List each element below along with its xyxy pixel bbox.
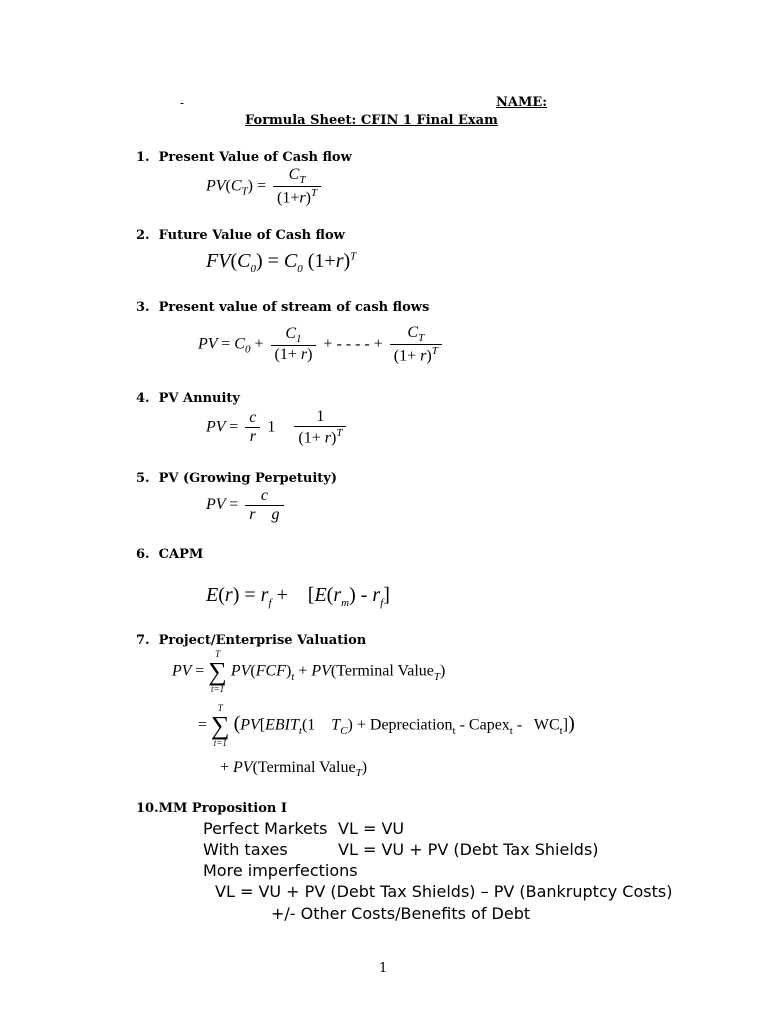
formula-pv-stream: PV = $C_0$ + $\frac{C_1}{(1+ r)}$ + - - - - + $\frac{C_T}{(1+ r)^T}$	[198, 324, 445, 366]
formula-fv-cash-flow: $FV(C_0) = C_0$ $(1+r)^T$	[206, 250, 357, 275]
section-title: MM Proposition I	[158, 801, 287, 816]
mm-perfect-markets-formula: VL = VU	[338, 819, 405, 838]
section-3-heading	[136, 300, 429, 315]
formula-enterprise-valuation-line2: = T ∑ t=1 ($PV[EBIT_t(1$ $T_C$) + Depreciation$_t$ - Capex$_t$ - $WC_t$])	[198, 703, 575, 748]
formula-pv-annuity: PV = $\frac{c}{r}$ 1 $\frac{1}{(1+ r)^T}$	[206, 408, 349, 447]
section-6-heading	[136, 547, 203, 562]
name-label: NAME:	[496, 95, 548, 110]
mm-with-taxes-formula: VL = VU + PV (Debt Tax Shields)	[338, 840, 599, 859]
header-dash: -	[180, 96, 185, 110]
formula-capm: $E(r) = r_f$ + $[E(r_m) - r_f]$	[206, 584, 390, 609]
mm-with-taxes-label: With taxes	[203, 840, 288, 859]
formula-pv-cash-flow: $PV(C_T)$ = $\frac{C_T}{(1+r)^T}$	[206, 166, 324, 208]
formula-growing-perpetuity: PV = $\frac{c}{\text{r g}}$	[206, 487, 287, 524]
page-number: 1	[379, 961, 388, 976]
section-4-heading	[136, 391, 240, 406]
section-number: 1.	[136, 150, 150, 165]
section-title: Project/Enterprise Valuation	[158, 633, 367, 648]
section-7-heading	[136, 633, 366, 648]
mm-other-costs-line: +/- Other Costs/Benefits of Debt	[271, 904, 531, 923]
mm-imperfections-formula: VL = VU + PV (Debt Tax Shields) – PV (Bankruptcy Costs)	[215, 882, 673, 901]
section-title: PV Annuity	[158, 391, 240, 406]
section-2-heading	[136, 228, 345, 243]
page-title: Formula Sheet: CFIN 1 Final Exam	[245, 113, 498, 128]
formula-enterprise-valuation-line3: + PV(Terminal Value$_T$)	[220, 759, 368, 780]
mm-perfect-markets-label: Perfect Markets	[203, 819, 328, 838]
section-number: 4.	[136, 391, 150, 406]
section-number: 7.	[136, 633, 150, 648]
section-title: Present Value of Cash flow	[158, 150, 352, 165]
section-number: 5.	[136, 471, 150, 486]
section-title: PV (Growing Perpetuity)	[158, 471, 338, 486]
section-number: 3.	[136, 300, 150, 315]
section-number: 10.	[136, 801, 159, 816]
section-title: Future Value of Cash flow	[158, 228, 345, 243]
section-title: CAPM	[158, 547, 204, 562]
section-5-heading	[136, 471, 337, 486]
section-title: Present value of stream of cash flows	[158, 300, 430, 315]
formula-enterprise-valuation-line1: PV = T ∑ t=1 $PV(FCF)_t$ + PV(Terminal Value$_T$)	[172, 649, 446, 694]
section-number: 6.	[136, 547, 150, 562]
section-1-heading	[136, 150, 352, 165]
section-10-heading	[136, 801, 287, 816]
section-number: 2.	[136, 228, 150, 243]
mm-imperfections-label: More imperfections	[203, 861, 358, 880]
